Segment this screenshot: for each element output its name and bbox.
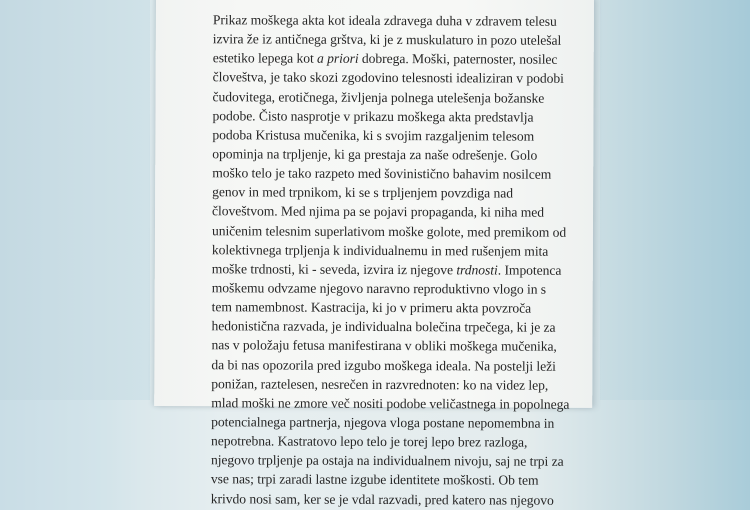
text-line: da bi nas opozorila pred izgubo moškega ideala. Na postelji leži xyxy=(211,356,556,374)
wall-right xyxy=(600,0,750,400)
text-line: tem namembnost. Kastracija, ki jo v primeru akta povzroča xyxy=(211,299,532,316)
text-line: Prikaz moškega akta kot ideala zdravega duha v zdravem telesu xyxy=(212,12,557,29)
text-line: človeštva, je tako skozi zgodovino telesnosti idealiziran v podobi xyxy=(212,69,564,87)
text-line: ponižan, raztelesen, nesrečen in razvrednoten: ko na videz lep, xyxy=(211,375,549,393)
text-line: nepotrebna. Kastratovo lepo telo je torej lepo brez razloga, xyxy=(211,433,528,450)
text-line: vse nas; trpi zaradi lastne izgube identitete moškosti. Ob tem xyxy=(210,471,539,489)
text-line: mlad moški ne zmore več nositi podobe veličastnega in popolnega xyxy=(211,395,570,412)
text-line: njegovo trpljenje pa ostaja na individualnem nivoju, saj ne trpi za xyxy=(210,452,564,470)
text-line: izvira že iz antičnega grštva, ki je z muskulaturo in pozo utelešal xyxy=(212,31,562,48)
text-line: moškemu odvzame njegovo naravno reproduktivno vlogo in s xyxy=(211,280,547,297)
text-line: podobe. Čisto nasprotje v prikazu moškega akta predstavlja xyxy=(212,107,534,125)
paper-sheet xyxy=(154,0,594,508)
text-line: opominja na trpljenje, ki ga prestaja za naše odrešenje. Golo xyxy=(212,146,538,163)
italic-phrase: trdnosti xyxy=(456,262,498,278)
text-line: čudovitega, erotičnega, življenja polnega utelešenja božanske xyxy=(212,88,545,106)
wall-left xyxy=(0,0,150,400)
text-line: uničenim telesnim superlativom moške golote, med premikom od xyxy=(211,222,567,240)
essay-text xyxy=(211,10,593,509)
italic-phrase: a priori xyxy=(317,50,359,67)
text-line: kolektivnega trpljenja k individualnemu in med rušenjem mita xyxy=(211,241,549,259)
text-line: estetiko lepega kot a priori dobrega. Moški, paternoster, nosilec xyxy=(212,50,558,68)
text-line: moško telo je tako razpeto med šovinistično bahavim nosilcem xyxy=(212,165,552,182)
text-line: krivdo nosi sam, ker se je vdal razvadi, pred katero nas njegovo xyxy=(210,490,554,508)
text-line: potencialnega partnerja, njegova vloga postane nepomembna in xyxy=(211,414,555,431)
text-line: hedonistična razvada, je individualna bolečina trpečega, ki je za xyxy=(211,318,556,335)
text-line: genov in med trpnikom, ki se s trpljenjem povzdiga nad xyxy=(212,184,514,201)
text-line: nas v položaju fetusa manifestirana v obliki moškega mučenika, xyxy=(211,337,557,355)
text-line: podoba Kristusa mučenika, ki s svojim razgaljenim telesom xyxy=(212,127,535,144)
text-line: moške trdnosti, ki - seveda, izvira iz njegove trdnosti. Impotenca xyxy=(211,261,562,278)
text-line: človeštvom. Med njima pa se pojavi propaganda, ki niha med xyxy=(212,203,545,221)
